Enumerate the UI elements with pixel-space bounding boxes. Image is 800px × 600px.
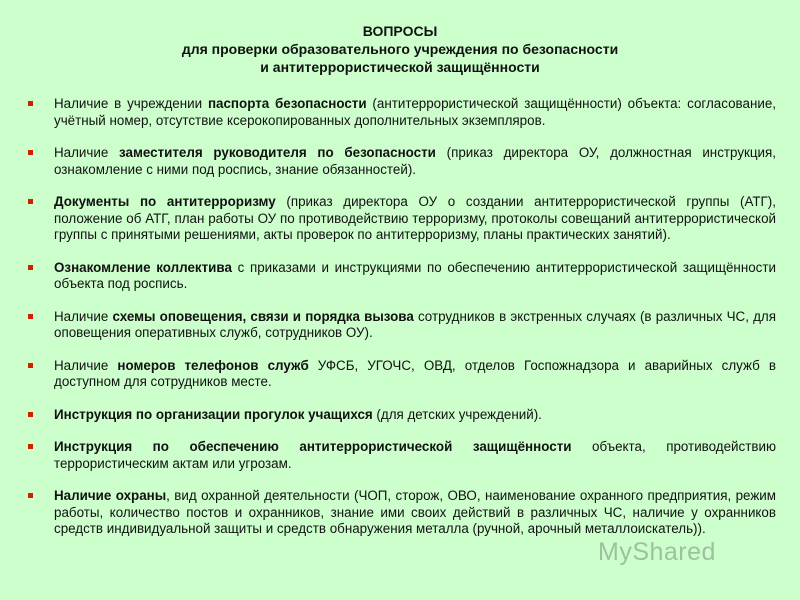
list-item — [24, 488, 776, 538]
bullet-icon — [28, 265, 33, 270]
item-text: с приказами и инструкциями по обеспечению антитеррористической защищённости объекта под роспись. — [54, 259, 776, 291]
item-text: сотрудников в экстренных случаях (в различных ЧС, для оповещения оперативных служб, сотрудников ОУ). — [54, 308, 776, 340]
list-item — [24, 96, 776, 129]
checklist — [24, 96, 776, 538]
bullet-icon — [28, 150, 33, 155]
list-item — [24, 407, 776, 424]
bullet-icon — [28, 199, 33, 204]
item-text: (приказ директора ОУ о создании антитеррористической группы (АТГ), положение об АТГ, план работы ОУ по противодействию терроризму, протоколы совещаний антитеррористической группы с принятыми решениями, акты проверок по антитерроризму, планы практических занятий). — [54, 194, 776, 242]
list-item — [24, 309, 776, 342]
item-text: Наличие в учреждении — [54, 96, 208, 111]
item-text: Наличие — [54, 308, 113, 324]
item-text: (антитеррористической защищённости) объекта: согласование, учётный номер, отсутствие ксерокопированных дополнительных экземпляров. — [54, 96, 777, 128]
title-line-3: и антитеррористической защищённости — [260, 59, 540, 75]
title-line-2: для проверки образовательного учреждения по безопасности — [181, 41, 619, 57]
list-item — [24, 358, 776, 391]
list-item — [24, 260, 776, 293]
item-bold: Документы по антитерроризму — [54, 194, 276, 209]
bullet-icon — [28, 493, 33, 498]
item-bold: Ознакомление коллектива — [54, 259, 232, 275]
bullet-icon — [28, 444, 33, 449]
item-text: УФСБ, УГОЧС, ОВД, отделов Госпожнадзора и аварийных служб в доступном для сотрудников месте. — [54, 357, 776, 389]
bullet-icon — [28, 101, 33, 106]
bullet-icon — [28, 314, 33, 319]
item-text: (для детских учреждений). — [372, 406, 542, 422]
item-text: Наличие — [54, 357, 118, 373]
item-text: объекта, противодействию террористическим актам или угрозам. — [54, 439, 776, 471]
item-bold: Инструкция по обеспечению антитеррористической защищённости — [54, 439, 572, 454]
watermark-logo — [598, 538, 716, 567]
item-bold: схемы оповещения, связи и порядка вызова — [112, 308, 414, 324]
item-text: Наличие — [54, 145, 120, 160]
document-title — [0, 22, 800, 76]
bullet-icon — [28, 363, 33, 368]
list-item — [24, 194, 776, 244]
watermark-text: MyShared — [598, 538, 716, 566]
item-bold: Инструкция по организации прогулок учащихся — [54, 406, 373, 422]
bullet-icon — [28, 412, 33, 417]
list-item — [24, 439, 776, 472]
item-bold: номеров телефонов служб — [117, 357, 309, 373]
title-line-1: ВОПРОСЫ — [362, 23, 438, 39]
list-item — [24, 145, 776, 178]
item-bold: паспорта безопасности — [207, 96, 367, 111]
item-bold: заместителя руководителя по безопасности — [119, 145, 436, 160]
item-bold: Наличие охраны — [54, 488, 167, 503]
item-text: (приказ директора ОУ, должностная инструкция, ознакомление с ними под роспись, знание обязанностей). — [54, 145, 776, 177]
item-text: , вид охранной деятельности (ЧОП, сторож, ОВО, наименование охранного предприятия, режим работы, количество постов и охранников, знание ими своих действий в различных ЧС, наличие у охранников средств индивидуальной защиты и средств обнаружения металла (ручной, арочный металлоискатель)). — [54, 488, 776, 536]
